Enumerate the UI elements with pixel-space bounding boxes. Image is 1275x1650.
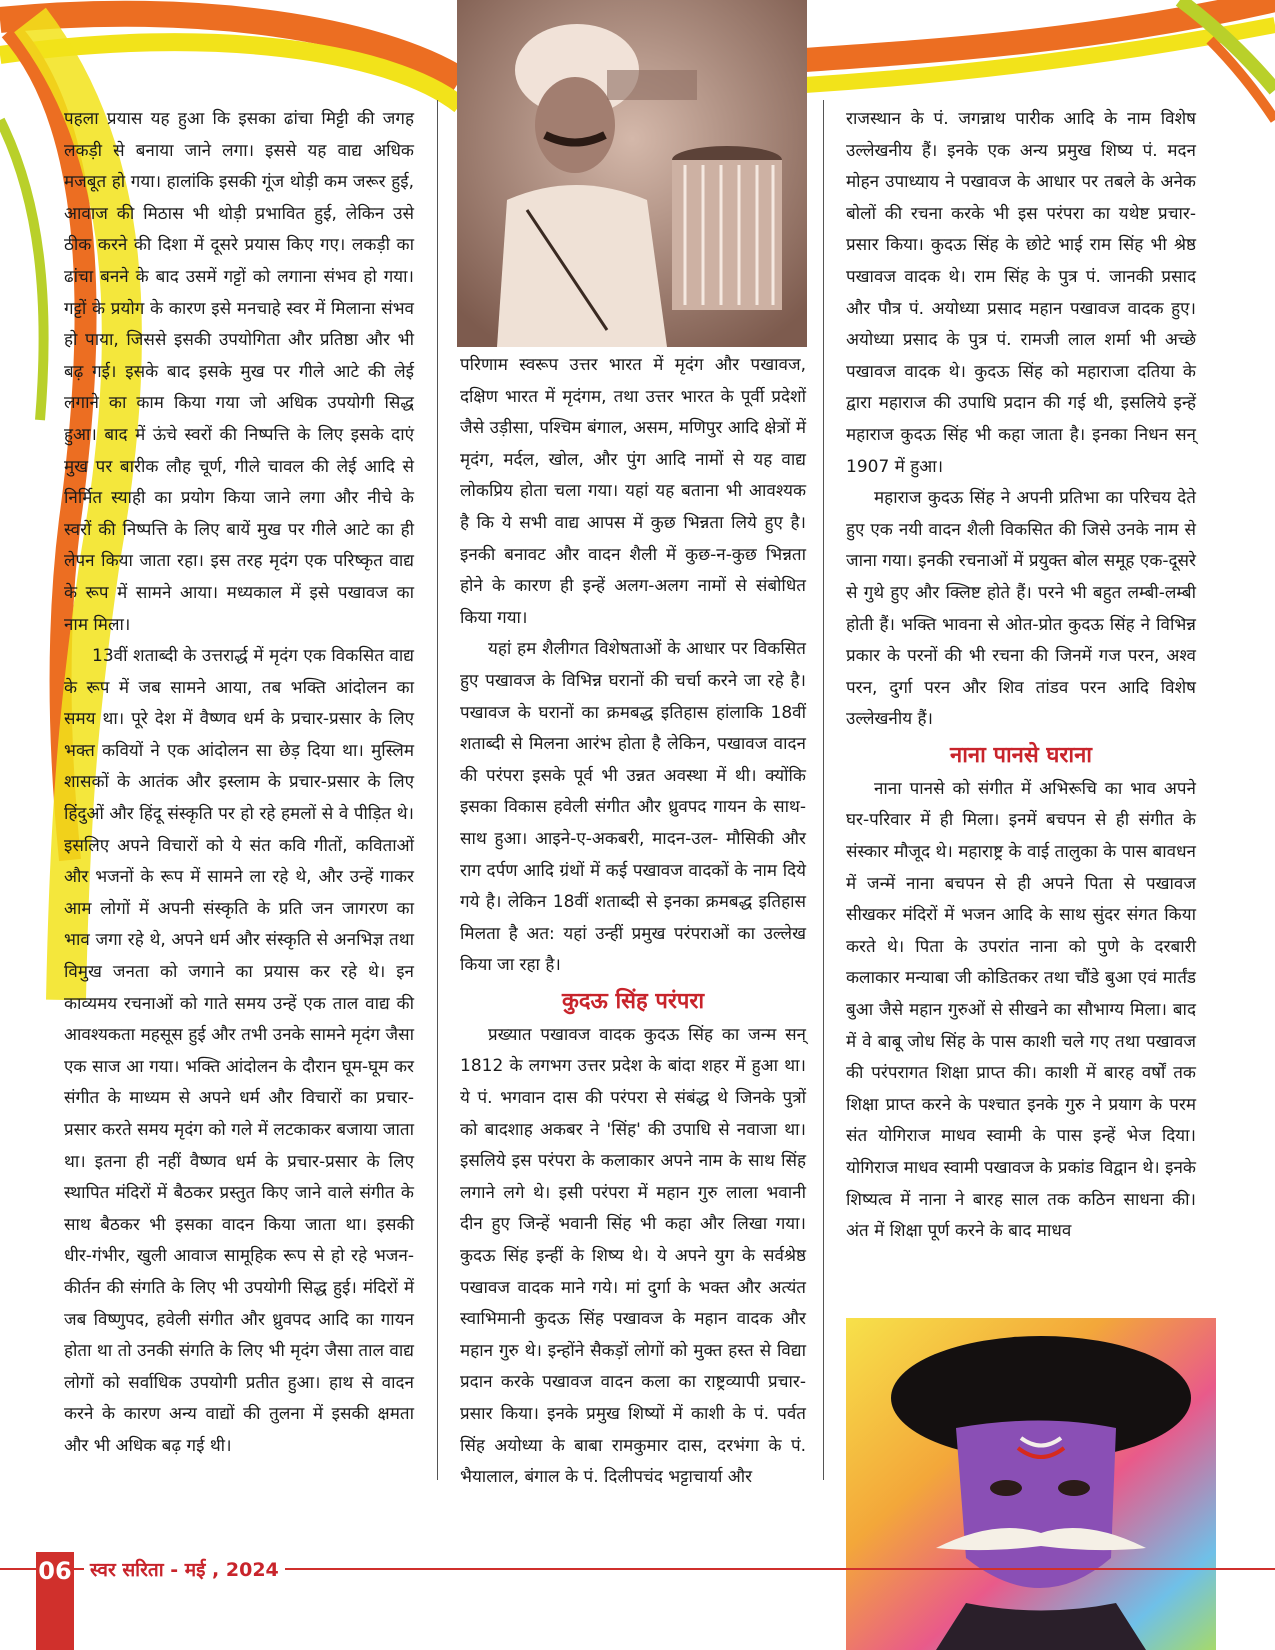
section-heading-nana-panse: नाना पानसे घराना	[949, 742, 1093, 768]
article-column-2	[460, 350, 806, 1494]
column-divider	[823, 100, 824, 1480]
column-divider	[437, 100, 438, 1480]
body-paragraph: प्रख्यात पखावज वादक कुदऊ सिंह का जन्म सन् 1812 के लगभग उत्तर प्रदेश के बांदा शहर में हुआ था। ये पं. भगवान दास की परंपरा से संबंद्ध थे जिनके पुत्रों को बादशाह अकबर ने 'सिंह' की उपाधि से नवाजा था। इसलिये इस परंपरा के कलाकार अपने नाम के साथ सिंह लगाने लगे थे। इसी परंपरा में महान गुरु लाला भवानी दीन हुए जिन्हें भवानी सिंह भी कहा और लिखा गया। कुदऊ सिंह इन्हीं के शिष्य थे। ये अपने युग के सर्वश्रेष्ठ पखावज वादक माने गये। मां दुर्गा के भक्त और अत्यंत स्वाभिमानी कुदऊ सिंह पखावज के महान वादक और महान गुरु थे। इन्होंने सैकड़ों लोगों को मुक्त हस्त से विद्या प्रदान करके पखावज वादन कला का राष्ट्रव्यापी प्रचार-प्रसार किया। इनके प्रमुख शिष्यों में काशी के पं. पर्वत सिंह अयोध्या के बाबा रामकुमार दास, दरभंगा के पं. भैयालाल, बंगाल के पं. दिलीपचंद भट्टाचार्या और	[460, 1024, 806, 1488]
body-paragraph: परिणाम स्वरूप उत्तर भारत में मृदंग और पखावज, दक्षिण भारत में मृदंगम, तथा उत्तर भारत के पूर्वी प्रदेशों जैसे उड़ीसा, पश्चिम बंगाल, असम, मणिपुर आदि क्षेत्रों में मृदंग, मर्दल, खोल, और पुंग आदि नामों से यह वाद्य लोकप्रिय होता चला गया। यहां यह बताना भी आवश्यक है कि ये सभी वाद्य आपस में कुछ भिन्नता लिये हुए है। इनकी बनावट और वादन शैली में कुछ-न-कुछ भिन्नता होने के कारण ही इन्हें अलग-अलग नामों से संबोधित किया गया।	[460, 355, 806, 628]
section-heading-kudau-singh: कुदऊ सिंह परंपरा	[561, 988, 705, 1014]
footer-rule-left	[0, 1568, 36, 1570]
body-paragraph: राजस्थान के पं. जगन्नाथ पारीक आदि के नाम विशेष उल्लेखनीय हैं। इनके एक अन्य प्रमुख शिष्य पं. मदन मोहन उपाध्याय ने पखावज के आधार पर तबले के अनेक बोलों की रचना करके भी इस परंपरा का यथेष्ट प्रचार-प्रसार किया। कुदऊ सिंह के छोटे भाई राम सिंह भी श्रेष्ठ पखावज वादक थे। राम सिंह के पुत्र पं. जानकी प्रसाद और पौत्र पं. अयोध्या प्रसाद महान पखावज वादक हुए। अयोध्या प्रसाद के पुत्र पं. रामजी लाल शर्मा भी अच्छे पखावज वादक थे। कुदऊ सिंह को महाराजा दतिया के द्वारा महाराज की उपाधि प्रदान की गई थी, इसलिये इन्हें महाराज कुदऊ सिंह भी कहा जाता है। इनका निधन सन् 1907 में हुआ।	[846, 109, 1196, 477]
article-column-1	[64, 104, 414, 1463]
body-paragraph: महाराज कुदऊ सिंह ने अपनी प्रतिभा का परिचय देते हुए एक नयी वादन शैली विकसित की जिसे उनके नाम से जाना गया। इनकी रचनाओं में प्रयुक्त बोल समूह एक-दूसरे से गुथे हुए और क्लिष्ट होते हैं। परने भी बहुत लम्बी-लम्बी होती हैं। भक्ति भावना से ओत-प्रोत कुदऊ सिंह ने विभिन्न प्रकार के परनों की भी रचना की जिनमें गज परन, अश्व परन, दुर्गा परन और शिव तांडव परन आदि विशेष उल्लेखनीय हैं।	[846, 488, 1196, 730]
body-paragraph: नाना पानसे को संगीत में अभिरूचि का भाव अपने घर-परिवार में ही मिला। इनमें बचपन से ही संगीत के संस्कार मौजूद थे। महाराष्ट्र के वाई तालुका के पास बावधन में जन्में नाना बचपन से ही अपने पिता से पखावज सीखकर मंदिरों में भजन आदि के साथ सुंदर संगत किया करते थे। पिता के उपरांत नाना को पुणे के दरबारी कलाकार मन्याबा जी कोडितकर तथा चौंडे बुआ एवं मार्तंड बुआ जैसे महान गुरुओं से सीखने का सौभाग्य मिला। बाद में वे बाबू जोध सिंह के पास काशी चले गए तथा पखावज की परंपरागत शिक्षा प्राप्त की। काशी में बारह वर्षों तक शिक्षा प्राप्त करने के पश्चात इनके गुरु ने प्रयाग के परम संत योगिराज माधव स्वामी के पास इन्हें भेज दिया। योगिराज माधव स्वामी पखावज के प्रकांड विद्वान थे। इनके शिष्यत्व में नाना ने बारह साल तक कठिन साधना की। अंत में शिक्षा पूर्ण करने के बाद माधव	[846, 778, 1196, 1242]
page-number: 06	[36, 1552, 74, 1650]
portrait-painting-nana-panse	[846, 1318, 1216, 1650]
body-paragraph: यहां हम शैलीगत विशेषताओं के आधार पर विकसित हुए पखावज के विभिन्न घरानों की चर्चा करने जा रहे है। पखावज के घरानों का क्रमबद्ध इतिहास हांलाकि 18वीं शताब्दी से मिलना आरंभ होता है लेकिन, पखावज वादन की परंपरा इसके पूर्व भी उन्नत अवस्था में थी। क्योंकि इसका विकास हवेली संगीत और ध्रुवपद गायन के साथ-साथ हुआ। आइने-ए-अकबरी, मादन-उल- मौसिकी और राग दर्पण आदि ग्रंथों में कई पखावज वादकों के नाम दिये गये है। लेकिन 18वीं शताब्दी से इनका क्रमबद्ध इतिहास मिलता है अत: यहां उन्हीं प्रमुख परंपराओं का उल्लेख किया जा रहा है।	[460, 639, 806, 976]
portrait-photo-kudau-singh	[457, 0, 807, 347]
sepia-portrait-image	[457, 0, 807, 347]
color-portrait-image	[846, 1318, 1216, 1650]
publication-footer: स्वर सरिता - मई , 2024	[84, 1556, 285, 1582]
body-paragraph: 13वीं शताब्दी के उत्तरार्द्ध में मृदंग एक विकसित वाद्य के रूप में जब सामने आया, तब भक्ति आंदोलन का समय था। पूरे देश में वैष्णव धर्म के प्रचार-प्रसार के लिए भक्त कवियों ने एक आंदोलन सा छेड़ दिया था। मुस्लिम शासकों के आतंक और इस्लाम के प्रचार-प्रसार के लिए हिंदुओं और हिंदू संस्कृति पर हो रहे हमलों से वे पीड़ित थे। इसलिए अपने विचारों को ये संत कवि गीतों, कविताओं और भजनों के रूप में सामने ला रहे थे, और उन्हें गाकर आम लोगों में अपनी संस्कृति के प्रति जन जागरण का भाव जगा रहे थे, अपने धर्म और संस्कृति से अनभिज्ञ तथा विमुख जनता को जगाने का प्रयास कर रहे थे। इन काव्यमय रचनाओं को गाते समय उन्हें एक ताल वाद्य की आवश्यकता महसूस हुई और तभी उनके सामने मृदंग जैसा एक साज आ गया। भक्ति आंदोलन के दौरान घूम-घूम कर संगीत के माध्यम से अपने धर्म और विचारों का प्रचार-प्रसार करते समय मृदंग को गले में लटकाकर बजाया जाता था। इतना ही नहीं वैष्णव धर्म के प्रचार-प्रसार के लिए स्थापित मंदिरों में बैठकर प्रस्तुत किए जाने वाले संगीत के साथ बैठकर भी इसका वादन किया जाता था। इसकी धीर-गंभीर, खुली आवाज सामूहिक रूप से हो रहे भजन-कीर्तन की संगति के लिए भी उपयोगी सिद्ध हुई। मंदिरों में जब विष्णुपद, हवेली संगीत और ध्रुवपद आदि का गायन होता था तो उनकी संगति के लिए भी मृदंग जैसा ताल वाद्य लोगों को सर्वाधिक उपयोगी प्रतीत हुआ। हाथ से वादन करने के कारण अन्य वाद्यों की तुलना में इसकी क्षमता और भी अधिक बढ़ गई थी।	[64, 646, 414, 1456]
body-paragraph: पहला प्रयास यह हुआ कि इसका ढांचा मिट्टी की जगह लकड़ी से बनाया जाने लगा। इससे यह वाद्य अधिक मजबूत हो गया। हालांकि इसकी गूंज थोड़ी कम जरूर हुई, आवाज की मिठास भी थोड़ी प्रभावित हुई, लेकिन उसे ठीक करने की दिशा में दूसरे प्रयास किए गए। लकड़ी का ढांचा बनने के बाद उसमें गट्टों को लगाना संभव हो गया। गट्टों के प्रयोग के कारण इसे मनचाहे स्वर में मिलाना संभव हो पाया, जिससे इसकी उपयोगिता और प्रतिष्ठा और भी बढ़ गई। इसके बाद इसके मुख पर गीले आटे की लेई लगाने का काम किया गया जो अधिक उपयोगी सिद्ध हुआ। बाद में ऊंचे स्वरों की निष्पत्ति के लिए इसके दाएं मुख पर बारीक लौह चूर्ण, गीले चावल की लेई आदि से निर्मित स्याही का प्रयोग किया जाने लगा और नीचे के स्वरों की निष्पत्ति के लिए बायें मुख पर गीले आटे का ही लेपन किया जाता रहा। इस तरह मृदंग एक परिष्कृत वाद्य के रूप में सामने आया। मध्यकाल में इसे पखावज का नाम मिला।	[64, 109, 414, 635]
article-column-3	[846, 104, 1196, 1248]
